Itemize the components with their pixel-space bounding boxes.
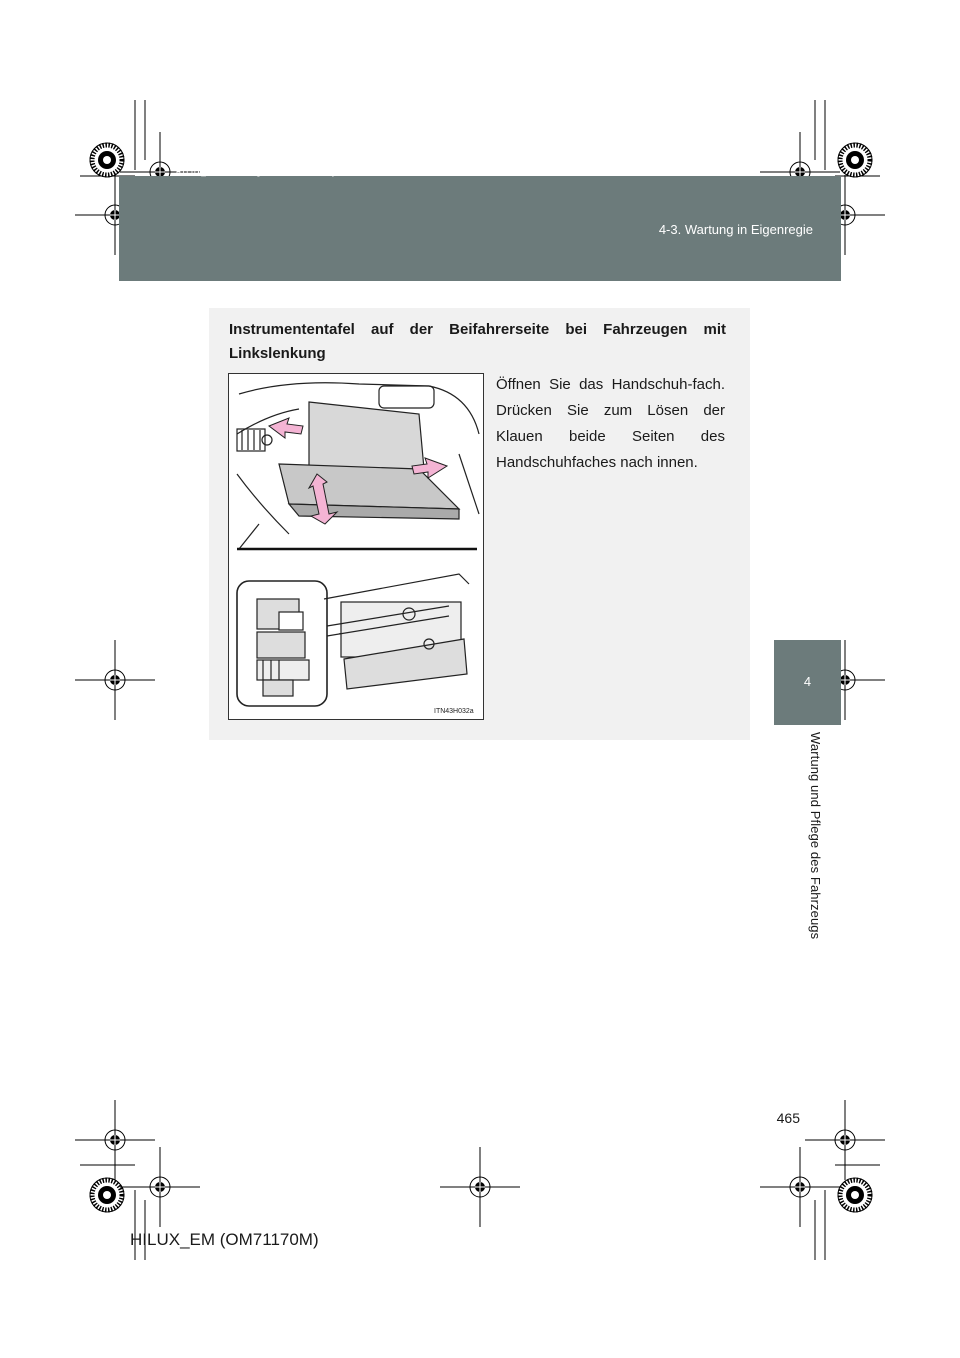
page-number: 465 — [776, 1110, 800, 1126]
model-code: HILUX_EM (OM71170M) — [130, 1230, 319, 1249]
panel-heading: Instrumententafel auf der Beifahrerseite bei Fahrzeugen mit Linkslenkung — [229, 321, 726, 362]
glovebox-illustration — [228, 373, 484, 720]
figure-code: ITN43H032a — [434, 708, 474, 715]
section-title: 4-3. Wartung in Eigenregie — [658, 222, 813, 237]
instruction-text: Öffnen Sie das Handschuh-fach. Drücken Sie zum Lösen der Klauen beide Seiten des Handschuhfaches nach innen. — [496, 376, 725, 471]
chapter-label: Wartung und Pflege des Fahrzeugs — [808, 732, 823, 940]
chapter-number: 4 — [803, 674, 812, 689]
print-stamp: HILUX_EM.book Page 465 Wednesday, March 23, 2011 2:48 PM — [176, 168, 457, 177]
glovebox-drawing — [229, 374, 483, 719]
